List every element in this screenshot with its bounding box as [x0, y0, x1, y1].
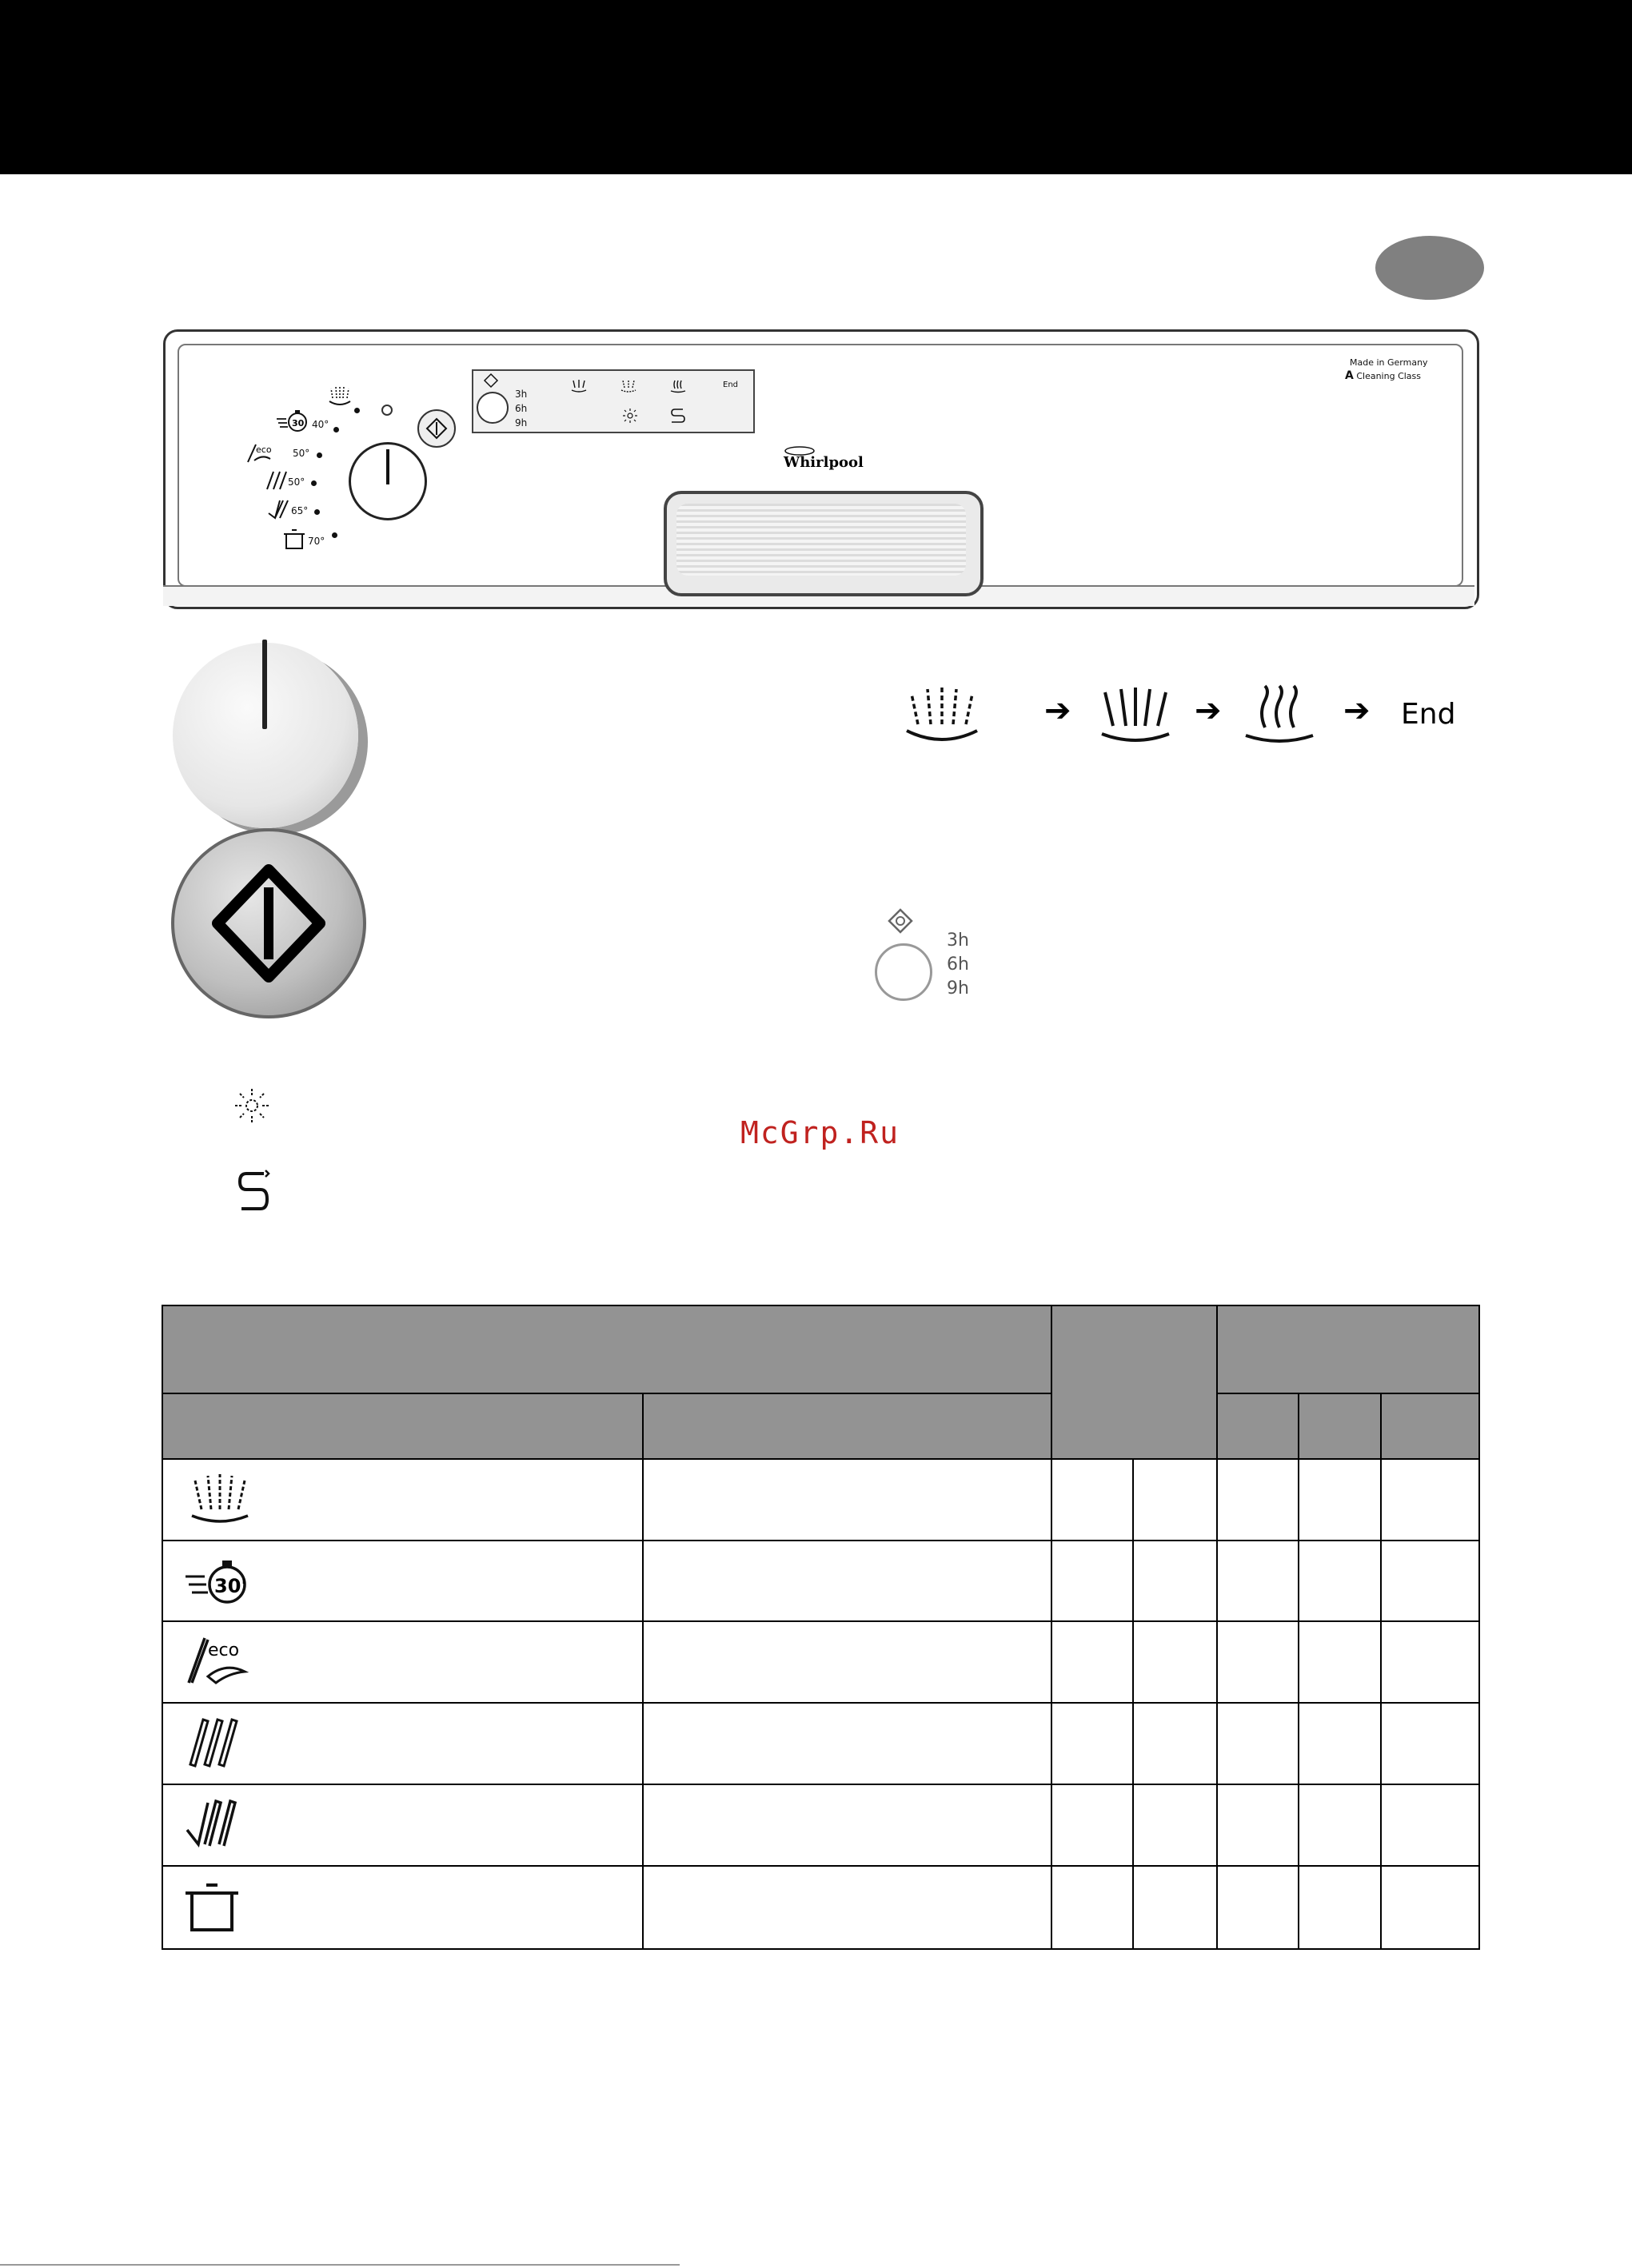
program-table — [162, 1305, 1480, 1950]
table-cell-icon — [162, 1703, 643, 1784]
eco-icon — [184, 1632, 256, 1689]
table-header-phases — [1217, 1305, 1479, 1393]
top-header-bar — [0, 0, 1632, 174]
table-cell — [1381, 1459, 1479, 1541]
table-cell — [1217, 1784, 1299, 1866]
quick-30-icon — [275, 408, 310, 433]
program-temp-pot: 70° — [308, 536, 325, 547]
display-end-label: End — [723, 381, 739, 389]
program-marker-dot — [311, 480, 317, 486]
table-subheader-phase-1 — [1217, 1393, 1299, 1459]
knob-indicator-line — [262, 640, 267, 729]
rinse-icon — [184, 1468, 256, 1529]
start-icon — [483, 373, 499, 389]
sequence-arrow: ➔ — [1044, 692, 1071, 729]
table-cell — [1217, 1703, 1299, 1784]
table-cell — [1381, 1784, 1479, 1866]
eco-icon — [245, 441, 273, 464]
table-row — [162, 1866, 1479, 1949]
cleaning-class-label: Cleaning Class — [1356, 371, 1422, 381]
program-marker-dot — [317, 452, 322, 458]
table-cell — [643, 1621, 1051, 1703]
table-cell — [1299, 1784, 1381, 1866]
delay-indicator-ring — [477, 392, 509, 424]
cleaning-class-row — [1345, 369, 1421, 382]
svg-text:30: 30 — [292, 418, 305, 428]
table-cell — [1051, 1703, 1133, 1784]
display-timer-6h: 6h — [515, 403, 528, 414]
table-row — [162, 1784, 1479, 1866]
table-subheader-description — [643, 1393, 1051, 1459]
table-cell-icon — [162, 1459, 643, 1541]
dry-icon — [1241, 684, 1318, 748]
table-cell — [1217, 1541, 1299, 1621]
table-row — [162, 1621, 1479, 1703]
timer-6h: 6h — [947, 955, 969, 975]
pot-icon — [283, 528, 305, 550]
table-cell — [1051, 1621, 1133, 1703]
svg-text:eco: eco — [208, 1640, 240, 1660]
table-cell — [1299, 1541, 1381, 1621]
table-subheader-phase-2 — [1299, 1393, 1381, 1459]
table-cell — [643, 1541, 1051, 1621]
program-temp-intensive: 65° — [291, 505, 309, 516]
display-timer-options — [515, 387, 527, 430]
table-cell — [1381, 1866, 1479, 1949]
table-cell — [643, 1459, 1051, 1541]
brand-name: Whirlpool — [784, 454, 864, 471]
table-cell — [1299, 1621, 1381, 1703]
dry-icon — [668, 377, 688, 393]
made-in-label: Made in Germany — [1350, 357, 1428, 368]
program-marker-dot — [332, 532, 337, 538]
intensive-icon — [184, 1795, 256, 1852]
table-cell-icon — [162, 1784, 643, 1866]
table-row — [162, 1703, 1479, 1784]
intensive-icon — [267, 499, 293, 520]
start-button-large — [171, 828, 366, 1018]
rinse-icon — [326, 384, 353, 408]
table-header-program — [162, 1305, 1051, 1393]
table-cell — [1217, 1866, 1299, 1949]
start-icon — [888, 908, 913, 934]
table-cell — [1381, 1703, 1479, 1784]
table-cell — [1051, 1541, 1133, 1621]
table-cell — [1217, 1621, 1299, 1703]
table-subheader-phase-3 — [1381, 1393, 1479, 1459]
delay-timer-ring — [875, 943, 932, 1001]
table-cell — [1381, 1621, 1479, 1703]
footer-rule — [0, 2264, 680, 2266]
sequence-end-label: End — [1401, 698, 1456, 731]
start-button-small[interactable] — [417, 409, 456, 448]
display-timer-9h: 9h — [515, 417, 528, 428]
sequence-arrow: ➔ — [1343, 692, 1371, 729]
table-cell — [643, 1703, 1051, 1784]
display-timer-3h: 3h — [515, 389, 528, 400]
rinse-icon — [900, 684, 984, 748]
table-subheader-symbol — [162, 1393, 643, 1459]
watermark-text: McGrp.Ru — [740, 1115, 900, 1150]
table-cell-icon — [162, 1621, 643, 1703]
salt-icon — [237, 1169, 270, 1218]
table-row — [162, 1541, 1479, 1621]
program-marker-dot — [333, 427, 339, 432]
program-marker-dot — [314, 509, 320, 515]
language-indicator-dot — [1375, 236, 1484, 300]
table-cell — [1051, 1866, 1133, 1949]
table-cell — [1133, 1621, 1217, 1703]
timer-options — [947, 929, 969, 1001]
table-cell — [1299, 1866, 1381, 1949]
table-cell-icon — [162, 1541, 643, 1621]
cleaning-class-grade: A — [1345, 369, 1354, 382]
rinse-icon — [619, 377, 638, 393]
timer-9h: 9h — [947, 979, 969, 998]
rinse-aid-icon — [622, 408, 638, 424]
table-cell — [1133, 1459, 1217, 1541]
table-cell — [1133, 1866, 1217, 1949]
table-cell — [1381, 1541, 1479, 1621]
table-cell — [1133, 1541, 1217, 1621]
indicator-led — [381, 405, 393, 416]
normal-icon — [184, 1713, 256, 1771]
table-cell — [1217, 1459, 1299, 1541]
start-icon — [419, 411, 454, 446]
program-temp-eco: 50° — [293, 448, 310, 459]
brand-logo — [776, 444, 872, 473]
program-temp-normal: 50° — [288, 476, 305, 488]
start-icon — [174, 831, 363, 1015]
table-header-consumption — [1051, 1305, 1217, 1459]
wash-icon — [569, 377, 589, 393]
table-row — [162, 1459, 1479, 1541]
pot-icon — [184, 1877, 256, 1935]
svg-text:30': 30' — [214, 1574, 247, 1597]
table-cell-icon — [162, 1866, 643, 1949]
table-cell — [643, 1866, 1051, 1949]
table-cell — [1133, 1784, 1217, 1866]
normal-icon — [264, 470, 289, 491]
sequence-arrow: ➔ — [1195, 692, 1222, 729]
table-cell — [1299, 1459, 1381, 1541]
program-marker-dot — [354, 408, 360, 413]
program-selector-knob[interactable] — [349, 442, 427, 520]
table-cell — [1051, 1784, 1133, 1866]
quick-30-icon — [184, 1551, 256, 1608]
door-handle-recess — [676, 504, 966, 576]
svg-text:eco: eco — [256, 444, 272, 455]
wash-icon — [1097, 684, 1174, 748]
rinse-aid-icon — [233, 1087, 270, 1124]
table-cell — [643, 1784, 1051, 1866]
salt-icon — [670, 406, 686, 425]
table-cell — [1133, 1703, 1217, 1784]
timer-3h: 3h — [947, 931, 969, 951]
table-cell — [1299, 1703, 1381, 1784]
program-temp-quick: 40° — [312, 419, 329, 430]
table-cell — [1051, 1459, 1133, 1541]
